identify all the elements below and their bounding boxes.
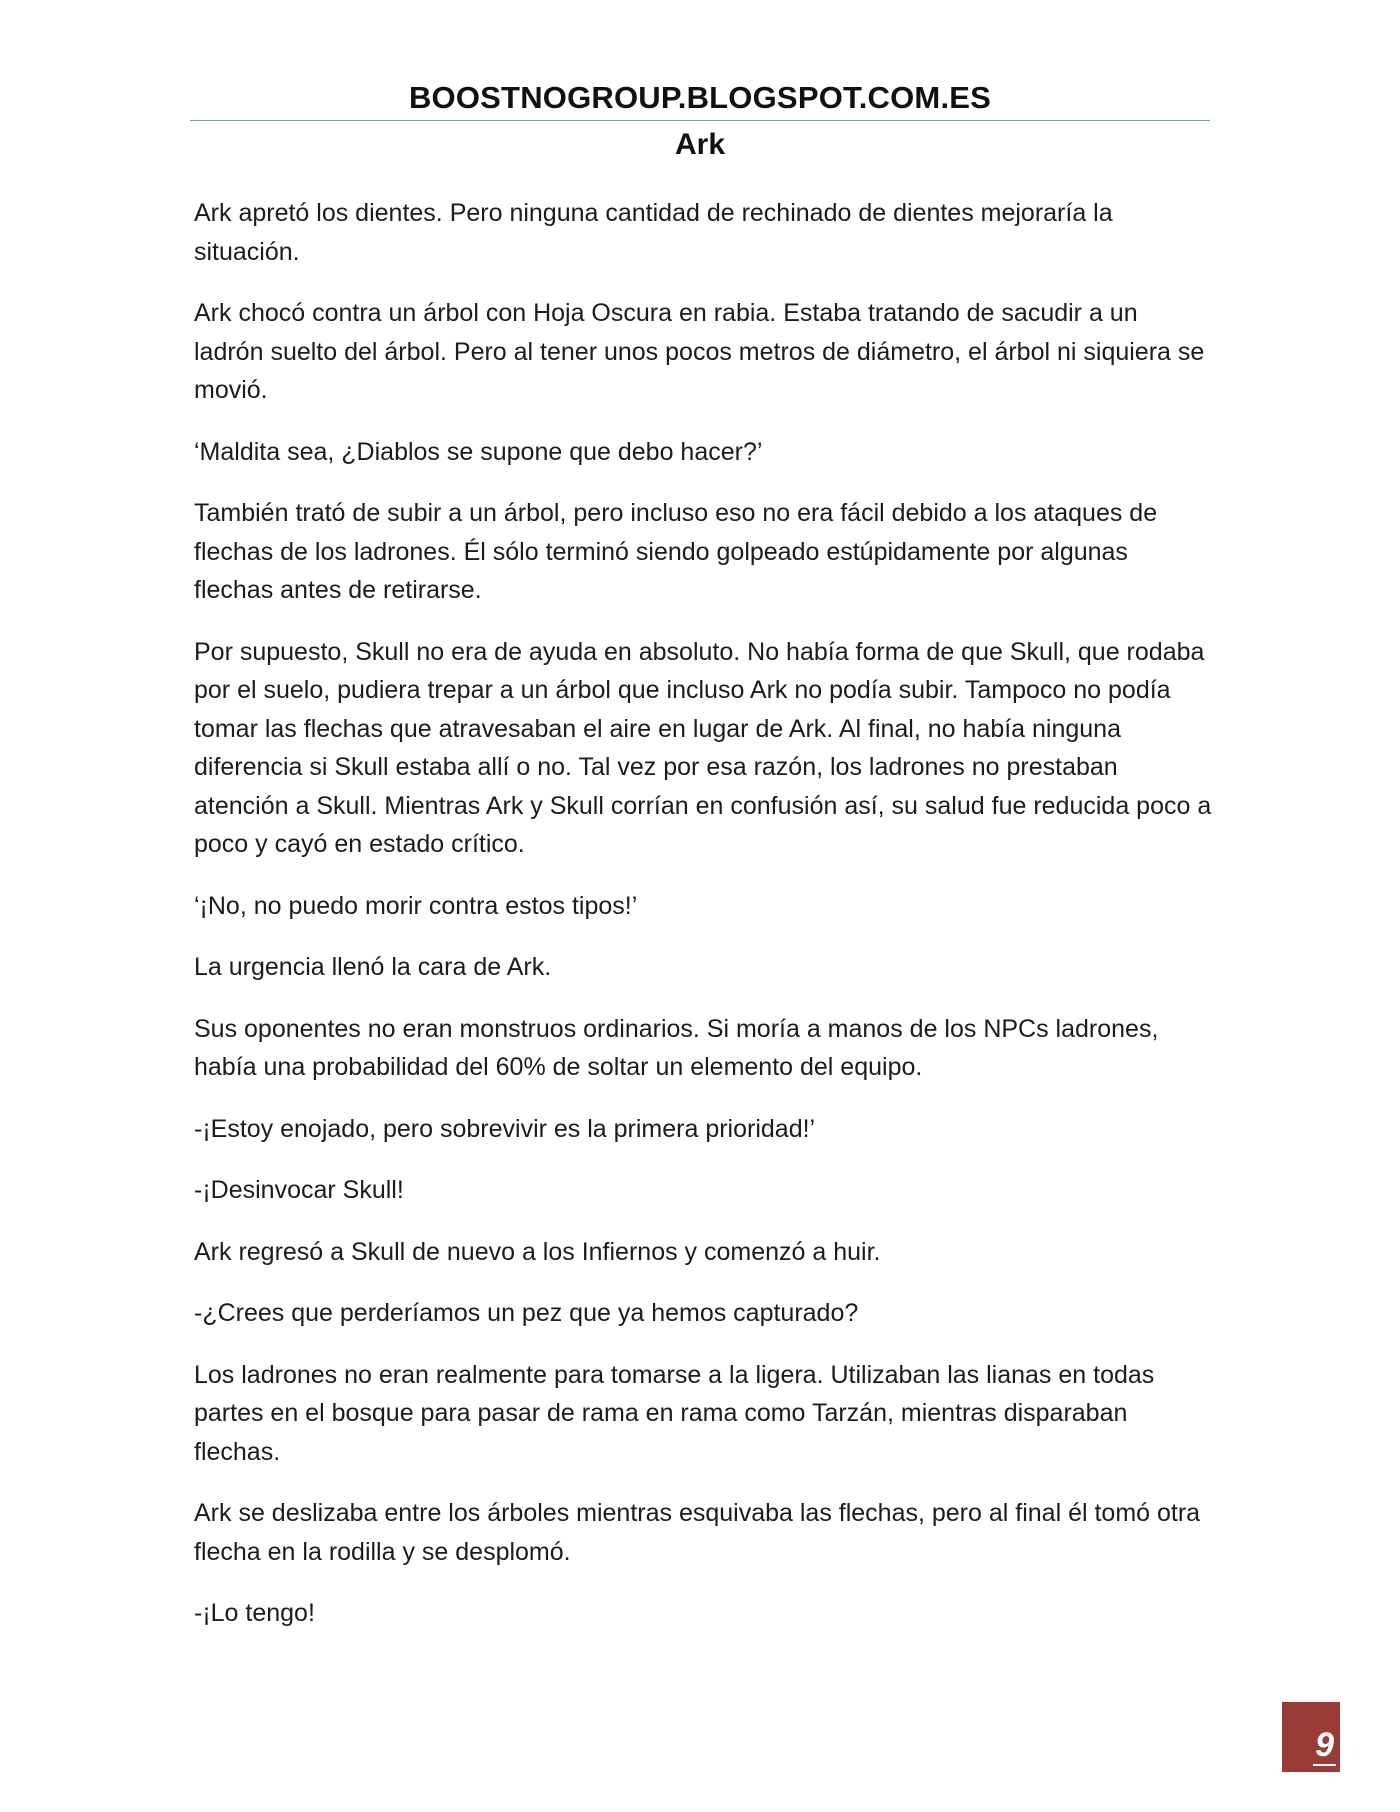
paragraph: ‘¡No, no puedo morir contra estos tipos!’ [194, 891, 638, 920]
paragraph: Ark regresó a Skull de nuevo a los Infiernos y comenzó a huir. [194, 1237, 881, 1266]
paragraph: Ark apretó los dientes. Pero ninguna cantidad de rechinado de dientes mejoraría la situación. [194, 199, 1113, 266]
book-title: Ark [674, 128, 726, 161]
paragraph: Ark chocó contra un árbol con Hoja Oscura en rabia. Estaba tratando de sacudir a un ladrón suelto del árbol. Pero al tener unos pocos metros de diámetro, el árbol ni siquiera se movió. [194, 299, 1205, 404]
site-title: BOOSTNOGROUP.BLOGSPOT.COM.ES [408, 80, 992, 115]
paragraph: También trató de subir a un árbol, pero incluso eso no era fácil debido a los ataques de flechas de los ladrones. Él sólo terminó siendo golpeado estúpidamente por algunas flechas antes de retirarse. [194, 499, 1158, 604]
page-number-badge [1282, 1702, 1340, 1772]
paragraph: La urgencia llenó la cara de Ark. [194, 953, 552, 981]
page-header [190, 78, 1210, 165]
paragraph: Sus oponentes no eran monstruos ordinarios. Si moría a manos de los NPCs ladrones, había una probabilidad del 60% de soltar un elemento del equipo. [194, 1014, 1159, 1081]
paragraph: ‘Maldita sea, ¿Diablos se supone que debo hacer?’ [194, 437, 763, 466]
paragraph: Ark se deslizaba entre los árboles mientras esquivaba las flechas, pero al final él tomó otra flecha en la rodilla y se desplomó. [194, 1499, 1201, 1566]
paragraph: -¡Estoy enojado, pero sobrevivir es la primera prioridad!’ [194, 1114, 816, 1143]
paragraph: -¡Desinvocar Skull! [194, 1176, 404, 1204]
page-number: 9 [1315, 1726, 1334, 1764]
paragraph: Por supuesto, Skull no era de ayuda en absoluto. No había forma de que Skull, que rodaba por el suelo, pudiera trepar a un árbol que incluso Ark no podía subir. Tampoco no podía tomar las flechas que atravesaban el aire en lugar de Ark. Al final, no había ninguna diferencia si Skull estaba allí o no. Tal vez por esa razón, los ladrones no prestaban atención a Skull. Mientras Ark y Skull corrían en confusión así, su salud fue reducida poco a poco y cayó en estado crítico. [194, 637, 1212, 858]
body-text [194, 194, 1214, 1656]
paragraph: -¡Lo tengo! [194, 1599, 315, 1627]
paragraph: -¿Crees que perderíamos un pez que ya hemos capturado? [194, 1299, 859, 1327]
paragraph: Los ladrones no eran realmente para tomarse a la ligera. Utilizaban las lianas en todas partes en el bosque para pasar de rama en rama como Tarzán, mientras disparaban flechas. [194, 1360, 1155, 1466]
header-divider [190, 120, 1210, 121]
